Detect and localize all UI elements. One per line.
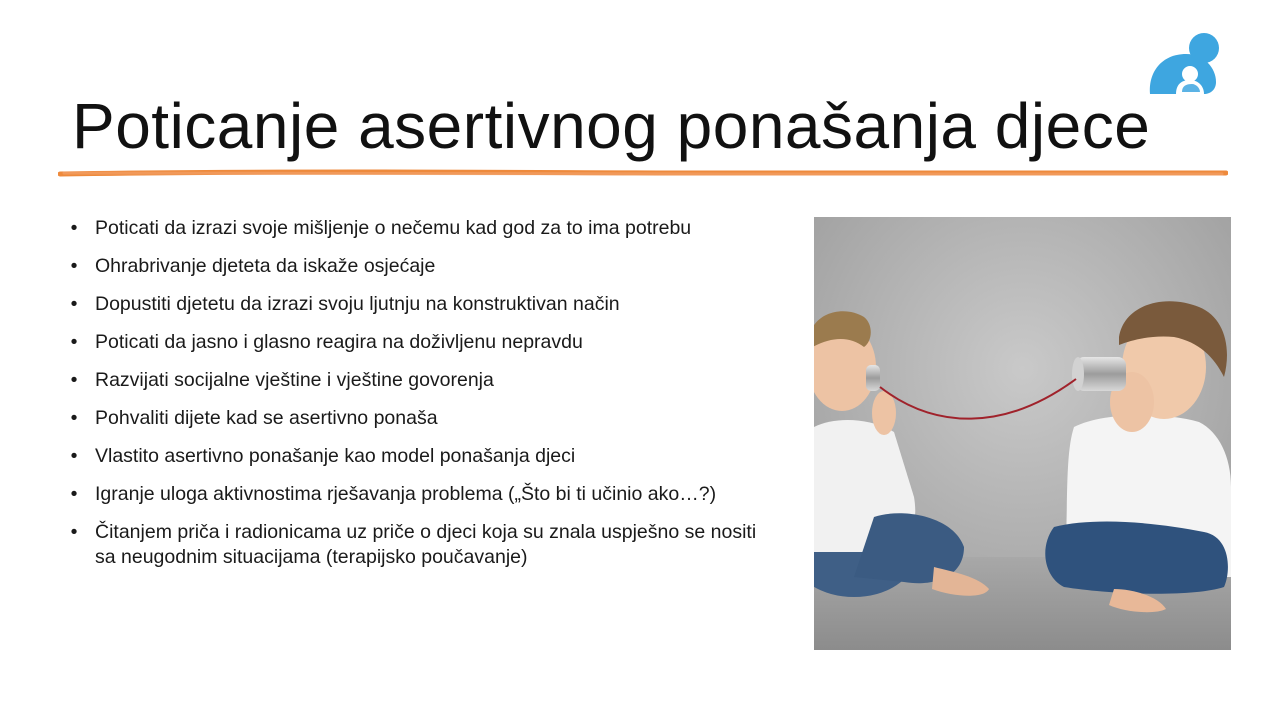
title-underline (58, 164, 1228, 182)
bullet-icon: • (70, 255, 78, 277)
list-item-text: Dopustiti djetetu da izrazi svoju ljutnju na konstruktivan način (95, 293, 620, 315)
bullet-icon: • (70, 331, 78, 353)
list-item (68, 444, 768, 469)
bullet-icon: • (70, 407, 78, 429)
list-item-text: Čitanjem priča i radionicama uz priče o djeci koja su znala uspješno se nositi sa neugodnim situacijama (terapijsko poučavanje) (95, 521, 757, 568)
bullet-icon: • (70, 293, 78, 315)
list-item-text: Vlastito asertivno ponašanje kao model ponašanja djeci (95, 445, 576, 467)
list-item-text: Razvijati socijalne vještine i vještine govorenja (95, 369, 494, 391)
list-item-text: Pohvaliti dijete kad se asertivno ponaša (95, 407, 438, 429)
list-item (68, 368, 768, 393)
list-item-text: Poticati da jasno i glasno reagira na doživljenu nepravdu (95, 331, 583, 353)
list-item (68, 406, 768, 431)
list-item-text: Ohrabrivanje djeteta da iskaže osjećaje (95, 255, 436, 277)
bullet-icon: • (70, 445, 78, 467)
bullet-list (68, 216, 768, 583)
list-item (68, 330, 768, 355)
list-item-text: Igranje uloga aktivnostima rješavanja problema („Što bi ti učinio ako…?) (95, 483, 717, 505)
children-tin-can-phone-photo (814, 217, 1231, 650)
list-item (68, 254, 768, 279)
list-item (68, 292, 768, 317)
list-item (68, 216, 768, 241)
list-item-text: Poticati da izrazi svoje mišljenje o nečemu kad god za to ima potrebu (95, 217, 692, 239)
parent-child-logo-icon (1146, 32, 1224, 98)
bullet-icon: • (70, 217, 78, 239)
list-item (68, 520, 768, 570)
bullet-icon: • (70, 369, 78, 391)
slide-title: Poticanje asertivnog ponašanja djece (72, 90, 1151, 162)
list-item (68, 482, 768, 507)
bullet-icon: • (70, 521, 78, 543)
bullet-icon: • (70, 483, 78, 505)
